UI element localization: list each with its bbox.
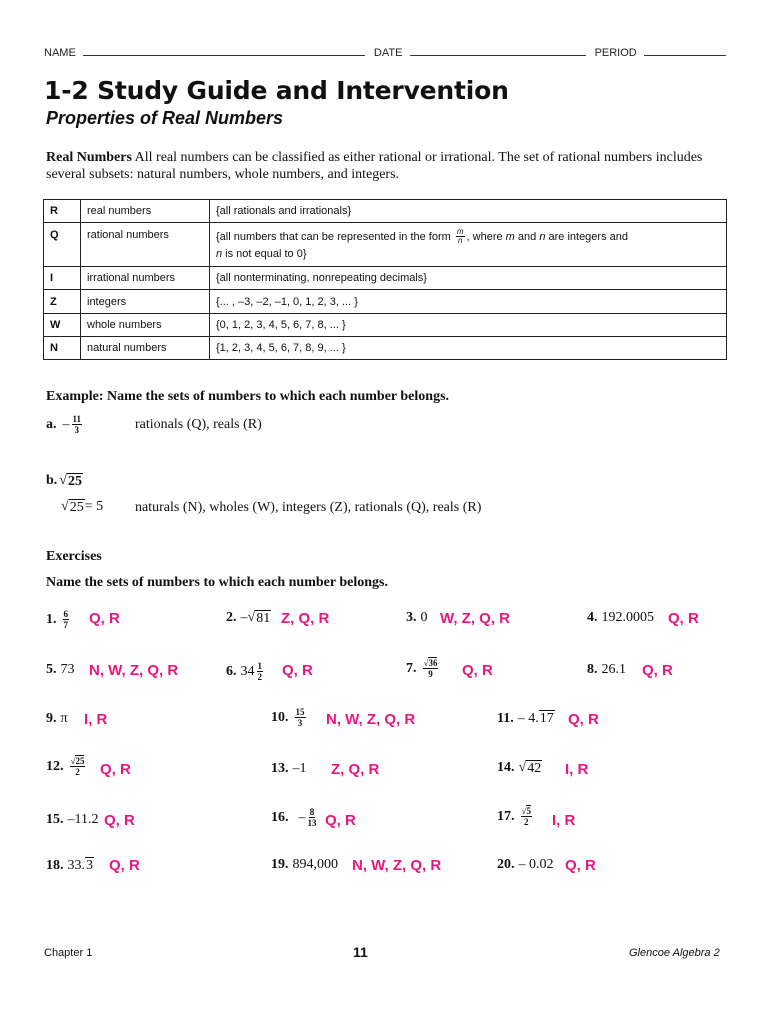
fraction-numerator: √36 xyxy=(423,658,438,668)
set-description xyxy=(210,223,727,267)
fraction-numerator: 11 xyxy=(72,414,82,424)
exercise-whole: 34 xyxy=(240,663,255,679)
exercise-11 xyxy=(497,710,555,727)
exercise-number: 20. xyxy=(497,857,515,872)
name-label: NAME xyxy=(44,47,76,59)
desc-and: and xyxy=(514,230,540,243)
exercise-answer: Q, R xyxy=(565,857,596,874)
table-row xyxy=(44,267,727,290)
exercise-number: 17. xyxy=(497,808,515,824)
example-heading: Example: Name the sets of numbers to which each number belongs. xyxy=(46,389,450,404)
exercise-1 xyxy=(46,609,71,630)
exercise-answer: Q, R xyxy=(325,812,356,829)
set-description: {all nonterminating, nonrepeating decimals} xyxy=(210,267,727,290)
fraction-numerator: √5 xyxy=(521,806,531,816)
desc-pre: {all numbers that can be represented in the form xyxy=(216,230,454,243)
exercise-number: 5. xyxy=(46,662,57,677)
period-field[interactable] xyxy=(644,46,726,56)
square-root xyxy=(61,499,85,515)
exercise-2 xyxy=(226,610,271,626)
fraction-numerator: 6 xyxy=(63,609,68,619)
var-n-2: n xyxy=(216,247,223,260)
footer-book-title: Glencoe Algebra 2 xyxy=(629,947,720,959)
set-name: natural numbers xyxy=(81,337,210,360)
exercise-number: 4. xyxy=(587,610,598,625)
exercises-instruction: Name the sets of numbers to which each number belongs. xyxy=(46,575,388,590)
radicand: 42 xyxy=(527,761,542,776)
exercise-answer: Q, R xyxy=(462,662,493,679)
exercise-answer: Q, R xyxy=(100,761,131,778)
set-symbol: I xyxy=(44,267,81,290)
exercise-answer: Q, R xyxy=(282,662,313,679)
set-name: whole numbers xyxy=(81,314,210,337)
exercise-number: 3. xyxy=(406,610,417,625)
fraction-denominator: 2 xyxy=(75,767,80,777)
exercise-number: 8. xyxy=(587,662,598,677)
exercise-12 xyxy=(46,756,87,777)
example-b-equation xyxy=(61,499,103,515)
fraction-numerator: 8 xyxy=(309,807,315,817)
set-description: {all rationals and irrationals} xyxy=(210,200,727,223)
table-row xyxy=(44,290,727,314)
exercise-answer: N, W, Z, Q, R xyxy=(326,711,416,728)
exercise-answer: Q, R xyxy=(668,610,699,627)
repeating-digits: 17 xyxy=(539,711,554,726)
table-row xyxy=(44,314,727,337)
fraction-numerator: 15 xyxy=(295,707,305,717)
exercise-answer: Q, R xyxy=(104,812,135,829)
table-row xyxy=(44,337,727,360)
set-symbol: Z xyxy=(44,290,81,314)
exercise-answer: Q, R xyxy=(109,857,140,874)
exercise-9 xyxy=(46,711,68,727)
fraction-denominator: 13 xyxy=(307,818,317,828)
exercise-number: 13. xyxy=(271,761,289,776)
exercise-number: 6. xyxy=(226,663,237,679)
exercise-number: 10. xyxy=(271,709,289,725)
fraction-numerator: m xyxy=(456,227,464,237)
exercise-3 xyxy=(406,610,428,626)
fraction-numerator: √25 xyxy=(70,756,85,766)
exercise-answer: Z, Q, R xyxy=(281,610,330,627)
fraction-denominator: n xyxy=(457,236,463,246)
exercise-number: 14. xyxy=(497,760,515,775)
exercise-number: 12. xyxy=(46,758,64,774)
date-label: DATE xyxy=(373,47,403,59)
exercise-value: 73 xyxy=(60,662,75,677)
example-b-label: b. xyxy=(46,473,58,488)
exercise-5 xyxy=(46,662,75,678)
set-name: integers xyxy=(81,290,210,314)
exercise-15 xyxy=(46,812,98,828)
exercise-value: π xyxy=(60,711,68,726)
page-title: 1-2 Study Guide and Intervention xyxy=(44,76,509,105)
exercise-20 xyxy=(497,857,554,873)
radicand: 25 xyxy=(69,500,84,515)
exercise-answer: I, R xyxy=(552,812,576,829)
exercise-13 xyxy=(271,761,307,777)
period-label: PERIOD xyxy=(594,47,637,59)
exercise-6 xyxy=(226,661,265,682)
exercise-number: 7. xyxy=(406,660,417,676)
fraction-denominator: 2 xyxy=(257,672,262,682)
exercise-answer: I, R xyxy=(565,761,589,778)
exercise-prefix: – xyxy=(240,610,248,625)
desc-mid: , where xyxy=(466,230,506,243)
intro-text: All real numbers can be classified as either rational or irrational. The set of rational numbers includes several subsets: natural numbers, whole numbers, and integers. xyxy=(46,150,703,182)
footer-chapter: Chapter 1 xyxy=(44,947,93,959)
exercise-prefix: – 4. xyxy=(517,710,539,726)
intro-lead: Real Numbers xyxy=(46,150,132,165)
radical-sign: √ xyxy=(61,499,69,514)
fraction-denominator: 9 xyxy=(428,669,433,679)
exercise-16 xyxy=(271,807,319,828)
fraction xyxy=(308,807,317,828)
set-symbol: Q xyxy=(44,223,81,267)
exercise-answer: N, W, Z, Q, R xyxy=(89,662,179,679)
exercise-7 xyxy=(406,658,440,679)
fraction xyxy=(63,609,70,630)
radicand: 25 xyxy=(75,756,85,766)
set-symbol: W xyxy=(44,314,81,337)
example-a xyxy=(46,414,84,435)
exercise-number: 1. xyxy=(46,611,57,627)
exercise-value: 192.0005 xyxy=(601,610,654,625)
radical-sign: √ xyxy=(247,610,256,625)
repeating-digits: 3 xyxy=(86,858,93,873)
fraction xyxy=(521,806,532,827)
set-description: {0, 1, 2, 3, 4, 5, 6, 7, 8, ... } xyxy=(210,314,727,337)
exercise-number: 18. xyxy=(46,857,64,873)
fraction-denominator: 7 xyxy=(63,620,68,630)
radicand: 36 xyxy=(428,658,438,668)
square-root xyxy=(519,760,543,776)
number-sets-table xyxy=(43,199,727,360)
exercise-14 xyxy=(497,760,542,776)
exercise-number: 16. xyxy=(271,809,289,825)
exercise-answer: W, Z, Q, R xyxy=(440,610,510,627)
example-a-label: a. xyxy=(46,416,57,432)
exercise-value: – 0.02 xyxy=(518,857,554,872)
radical-sign: √ xyxy=(59,473,67,488)
fraction-denominator: 3 xyxy=(297,718,303,728)
example-b-answer: naturals (N), wholes (W), integers (Z), rationals (Q), reals (R) xyxy=(135,500,482,515)
var-m: m xyxy=(505,230,515,243)
set-symbol: N xyxy=(44,337,81,360)
set-symbol: R xyxy=(44,200,81,223)
exercise-number: 11. xyxy=(497,710,514,726)
exercise-number: 15. xyxy=(46,812,64,827)
exercise-number: 9. xyxy=(46,711,57,726)
exercise-prefix: – xyxy=(298,809,306,825)
fraction xyxy=(72,414,83,435)
desc-line2: is not equal to 0} xyxy=(222,247,307,260)
exercise-answer: N, W, Z, Q, R xyxy=(352,857,442,874)
exercise-answer: Q, R xyxy=(642,662,673,679)
intro-paragraph xyxy=(46,149,726,183)
exercise-10 xyxy=(271,707,308,728)
square-root xyxy=(248,610,272,626)
table-row xyxy=(44,223,727,267)
example-a-sign: – xyxy=(62,416,70,432)
exercise-value: 26.1 xyxy=(601,662,626,677)
footer-page-number: 11 xyxy=(353,944,368,960)
example-a-answer: rationals (Q), reals (R) xyxy=(135,417,262,432)
radicand: 81 xyxy=(256,611,271,626)
date-field[interactable] xyxy=(410,46,586,56)
exercise-value: 894,000 xyxy=(292,857,338,872)
exercise-value: –11.2 xyxy=(67,812,99,827)
radical-sign: √ xyxy=(518,760,527,775)
radicand: 25 xyxy=(67,474,82,489)
fraction xyxy=(70,756,86,777)
table-row xyxy=(44,200,727,223)
exercise-19 xyxy=(271,857,338,873)
set-description: {1, 2, 3, 4, 5, 6, 7, 8, 9, ... } xyxy=(210,337,727,360)
fraction xyxy=(295,707,306,728)
exercise-answer: Q, R xyxy=(568,711,599,728)
set-name: real numbers xyxy=(81,200,210,223)
exercise-number: 2. xyxy=(226,610,237,625)
page-subtitle: Properties of Real Numbers xyxy=(46,108,284,128)
example-b xyxy=(46,473,83,489)
exercises-title: Exercises xyxy=(46,549,102,564)
exercise-number: 19. xyxy=(271,857,289,872)
var-n: n xyxy=(539,230,546,243)
exercise-8 xyxy=(587,662,626,678)
radicand: 5 xyxy=(526,806,531,816)
exercise-answer: Z, Q, R xyxy=(331,761,380,778)
exercise-18 xyxy=(46,857,94,874)
exercise-value: 0 xyxy=(420,610,428,625)
exercise-prefix: 33. xyxy=(67,857,85,873)
fraction-denominator: 3 xyxy=(74,425,79,435)
exercise-answer: Q, R xyxy=(89,610,120,627)
fraction-denominator: 2 xyxy=(523,817,529,827)
set-name: irrational numbers xyxy=(81,267,210,290)
exercise-17 xyxy=(497,806,534,827)
square-root xyxy=(59,473,83,489)
fraction-numerator: 1 xyxy=(257,661,262,671)
name-field[interactable] xyxy=(83,46,365,56)
set-name: rational numbers xyxy=(81,223,210,267)
exercise-value: –1 xyxy=(292,761,307,776)
equation-value: = 5 xyxy=(84,499,104,514)
fraction xyxy=(257,661,264,682)
fraction xyxy=(456,228,465,245)
exercise-4 xyxy=(587,610,654,626)
exercise-answer: I, R xyxy=(84,711,108,728)
set-description: {... , –3, –2, –1, 0, 1, 2, 3, ... } xyxy=(210,290,727,314)
fraction xyxy=(423,658,439,679)
header-line xyxy=(44,46,732,59)
desc-post: are integers and xyxy=(545,230,628,243)
